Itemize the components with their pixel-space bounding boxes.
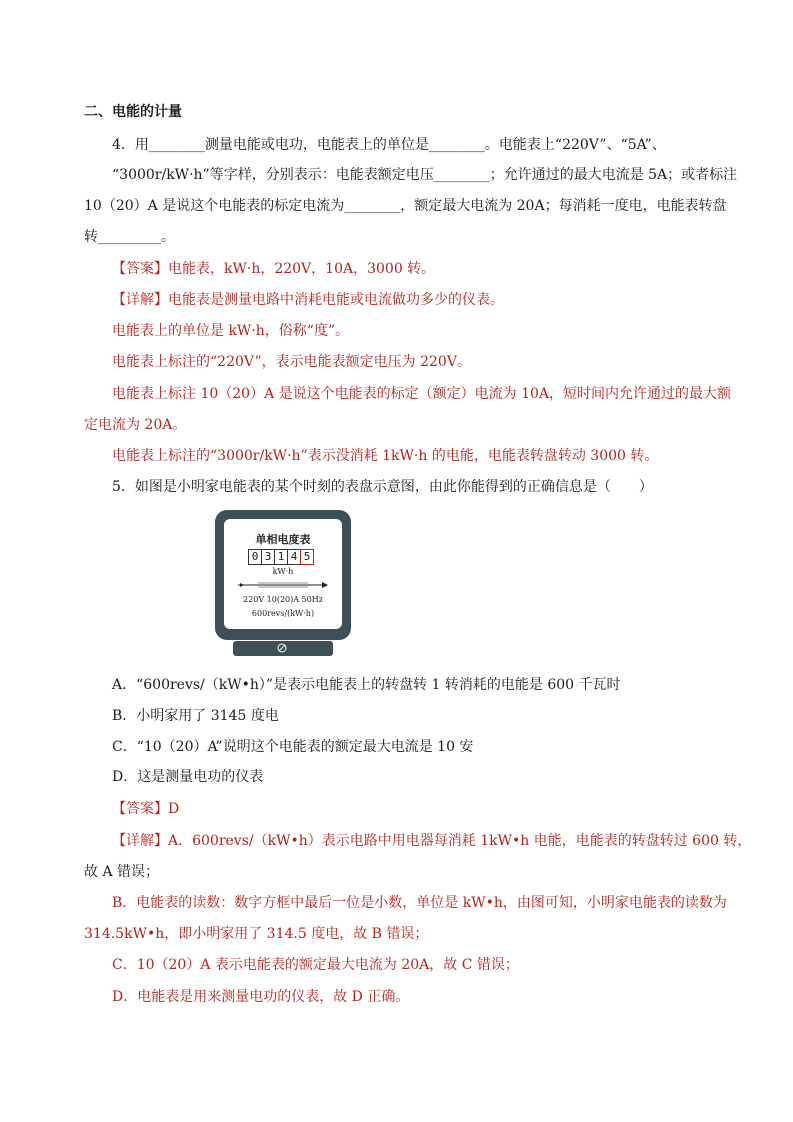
meter-digit: 1 <box>274 549 288 565</box>
q4-line-4: 转_________。 <box>84 229 175 245</box>
q4-detail-4a: 电能表上标注 10（20）A 是说这个电能表的标定（额定）电流为 10A，短时间内允许通过的最大额 <box>112 386 732 402</box>
meter-digit: 0 <box>248 549 262 565</box>
screw-icon <box>277 643 287 653</box>
q4-detail-2: 电能表上的单位是 kW·h，俗称“度”。 <box>112 323 350 339</box>
meter-body <box>215 510 351 640</box>
answer-text: D <box>168 801 180 817</box>
q4-line-2: “3000r/kW·h”等字样，分别表示：电能表额定电压________；允许通过的最大电流是 5A；或者标注 <box>112 167 738 183</box>
meter-unit: kW·h <box>272 567 294 576</box>
q5-option-d: D．这是测量电功的仪表 <box>112 769 264 785</box>
q5-detail-2a: B．电能表的读数：数字方框中最后一位是小数，单位是 kW•h，由图可知，小明家电能表的读数为 <box>112 895 727 911</box>
meter-digit: 3 <box>261 549 275 565</box>
meter-title: 单相电度表 <box>255 533 311 546</box>
meter-base <box>233 641 333 656</box>
q4-detail-3: 电能表上标注的“220V”，表示电能表额定电压为 220V。 <box>112 354 471 370</box>
q5-answer <box>112 799 742 819</box>
q5-detail-1a <box>112 831 752 851</box>
q4-detail-4b: 定电流为 20A。 <box>84 417 187 433</box>
meter-spec-2: 600revs/(kW·h) <box>251 609 315 618</box>
q4-detail-5: 电能表上标注的“3000r/kW·h”表示没消耗 1kW·h 的电能，电能表转盘转动 3000 转。 <box>112 448 659 464</box>
electric-meter-figure <box>215 510 351 658</box>
q5-option-b: B．小明家用了 3145 度电 <box>112 708 279 724</box>
q5-option-c: C．“10（20）A”说明这个电能表的额定最大电流是 10 安 <box>112 739 474 755</box>
detail-text: 电能表是测量电路中消耗电能或电流做功多少的仪表。 <box>168 292 504 308</box>
q5-option-a: A．“600revs/（kW•h）”是表示电能表上的转盘转 1 转消耗的电能是 600 千瓦时 <box>112 677 621 693</box>
detail-tag: 【详解】 <box>112 833 168 849</box>
meter-spec-1: 220V 10(20)A 50Hz <box>243 595 323 604</box>
q5-detail-3: C．10（20）A 表示电能表的额定最大电流为 20A，故 C 错误； <box>112 957 519 973</box>
detail-text: A．600revs/（kW•h）表示电路中用电器每消耗 1kW•h 电能，电能表的转盘转过 600 转， <box>168 833 752 849</box>
q4-line-1: 4．用________测量电能或电功，电能表上的单位是________。电能表上“220V”、“5A”、 <box>112 137 666 153</box>
q4-answer <box>112 259 742 279</box>
answer-tag: 【答案】 <box>112 261 168 277</box>
meter-digit-decimal: 5 <box>300 549 314 565</box>
meter-digits <box>248 549 313 565</box>
answer-text: 电能表，kW·h，220V，10A，3000 转。 <box>168 261 436 277</box>
rotation-arrow-icon <box>238 581 328 589</box>
q5-stem: 5．如图是小明家电能表的某个时刻的表盘示意图，由此你能得到的正确信息是（ ） <box>112 479 653 495</box>
q4-detail-1 <box>112 290 742 310</box>
q5-detail-1b: 故 A 错误； <box>84 864 160 880</box>
section-title: 二、电能的计量 <box>84 104 182 120</box>
meter-face <box>224 519 342 629</box>
q5-detail-2b: 314.5kW•h，即小明家用了 314.5 度电，故 B 错误； <box>84 926 429 942</box>
q4-line-3: 10（20）A 是说这个电能表的标定电流为________，额定最大电流为 20A；每消耗一度电，电能表转盘 <box>84 198 727 214</box>
meter-digit: 4 <box>287 549 301 565</box>
detail-tag: 【详解】 <box>112 292 168 308</box>
q5-detail-4: D．电能表是用来测量电功的仪表，故 D 正确。 <box>112 989 410 1005</box>
answer-tag: 【答案】 <box>112 801 168 817</box>
